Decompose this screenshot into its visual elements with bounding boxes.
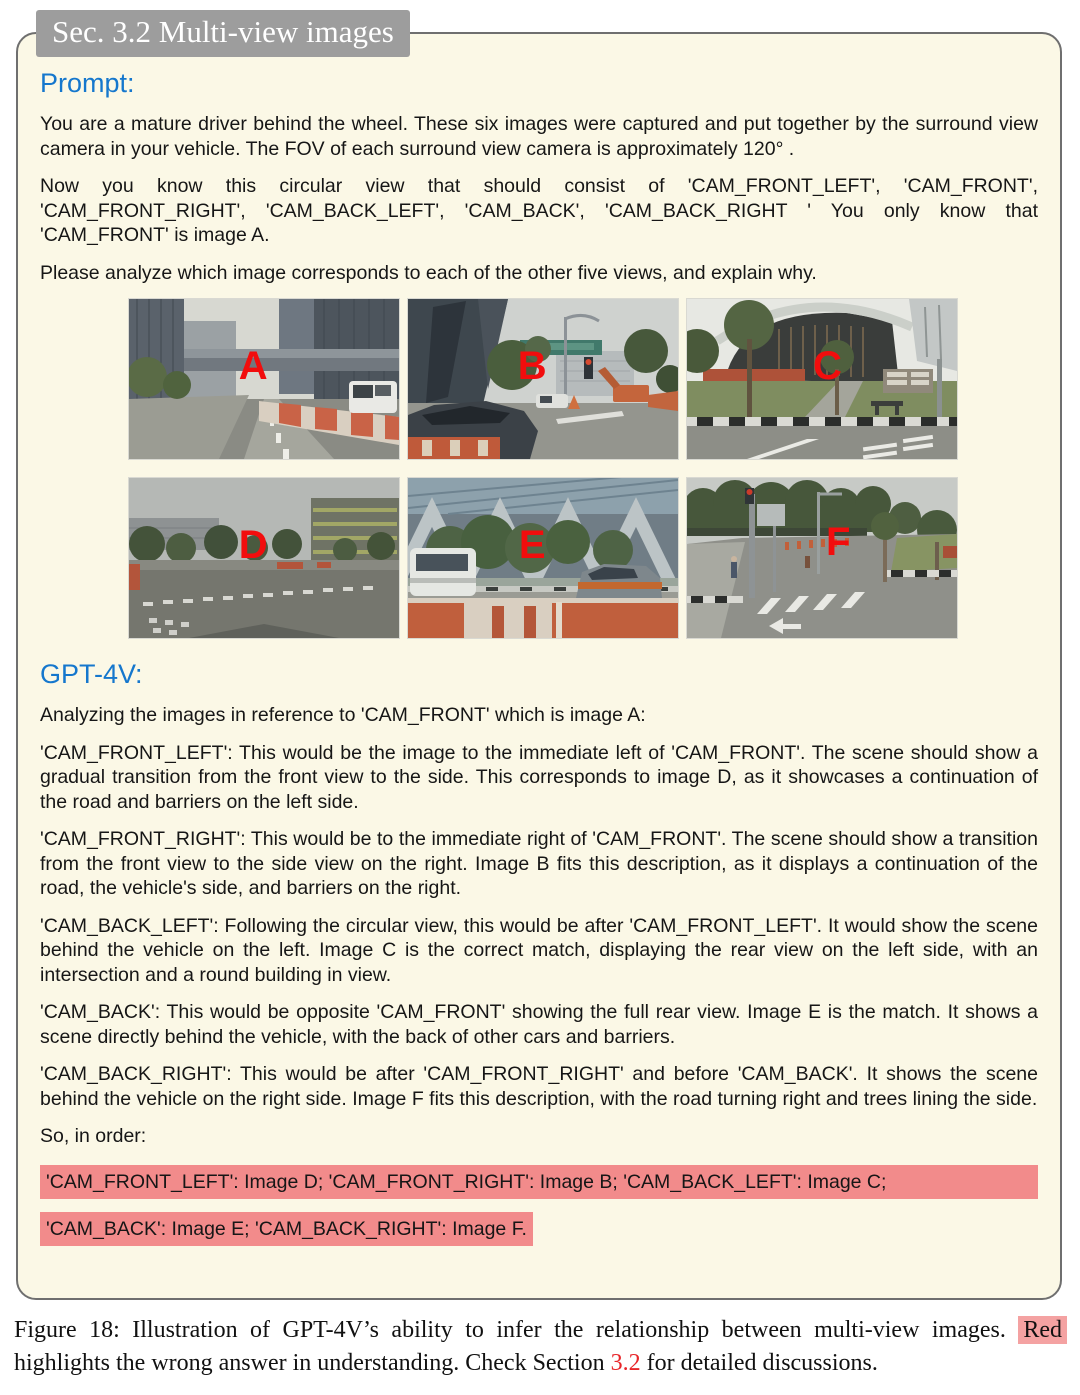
camera-image-f — [686, 477, 958, 639]
gpt4v-label: GPT-4V: — [40, 659, 143, 689]
response-paragraph: Analyzing the images in reference to 'CAM_FRONT' which is image A: — [40, 704, 646, 726]
section-tag: Sec. 3.2 Multi-view images — [36, 10, 410, 57]
answer-highlight-line-1: 'CAM_FRONT_LEFT': Image D; 'CAM_FRONT_RIGHT': Image B; 'CAM_BACK_LEFT': Image C; — [40, 1165, 1038, 1199]
camera-image-b — [407, 298, 679, 460]
camera-image-a — [128, 298, 400, 460]
prompt-paragraph: Now you know this circular view that should consist of 'CAM_FRONT_LEFT', 'CAM_FRONT', 'CAM_FRONT_RIGHT', 'CAM_BACK_LEFT', 'CAM_BACK', 'CAM_BACK_RIGHT ' You only know that 'CAM_FRONT' is image A. — [40, 175, 1038, 246]
caption-red-highlight: Red — [1018, 1316, 1067, 1344]
answer-highlight-line-2: 'CAM_BACK': Image E; 'CAM_BACK_RIGHT': Image F. — [40, 1212, 533, 1246]
camera-image-d — [128, 477, 400, 639]
camera-image-e — [407, 477, 679, 639]
image-letter-label: C — [812, 344, 842, 389]
caption-text-middle: highlights the wrong answer in understanding. Check Section — [14, 1350, 611, 1376]
panel-content — [18, 34, 1060, 1246]
image-letter-label: F — [825, 520, 851, 564]
camera-image-grid — [128, 298, 956, 639]
prompt-paragraph: You are a mature driver behind the wheel. These six images were captured and put together by the surround view camera in your vehicle. The FOV of each surround view camera is approximately 120° . — [40, 113, 1038, 160]
image-letter-label: D — [238, 523, 268, 568]
response-paragraph: 'CAM_FRONT_RIGHT': This would be to the immediate right of 'CAM_FRONT'. The scene should show a transition from the front view to the side view on the right. Image B fits this description, as it displays a continuation of the road, the vehicle's side, and barriers on the right. — [40, 828, 1038, 899]
image-letter-label: A — [238, 344, 268, 389]
response-paragraph: 'CAM_FRONT_LEFT': This would be the image to the immediate left of 'CAM_FRONT'. The scene should show a gradual transition from the front view to the side. This corresponds to image D, as it showcases a continuation of the road and barriers on the left side. — [40, 741, 1038, 813]
caption-text-prefix: Figure 18: Illustration of GPT-4V’s ability to infer the relationship between multi-view images. — [14, 1317, 1019, 1343]
street-scene-back-right-illustration — [687, 478, 957, 638]
response-paragraph: So, in order: — [40, 1125, 147, 1147]
image-letter-label: E — [518, 523, 546, 568]
response-paragraph: 'CAM_BACK_LEFT': Following the circular view, this would be after 'CAM_FRONT_LEFT'. It would show the scene behind the vehicle on the left. Image C is the correct match, displaying the rear view on the left side, with an intersection and a round building in view. — [40, 914, 1038, 986]
figure-caption — [14, 1314, 1067, 1380]
response-paragraph: 'CAM_BACK_RIGHT': This would be after 'CAM_FRONT_RIGHT' and before 'CAM_BACK'. It shows the scene behind the vehicle on the right side. Image F fits this description, with the road turning right and trees lining the side. — [40, 1063, 1038, 1110]
answer-highlight-line-2-wrap — [40, 1212, 1038, 1246]
prompt-label: Prompt: — [40, 68, 135, 98]
image-letter-label: B — [517, 344, 547, 389]
caption-text-suffix: for detailed discussions. — [640, 1350, 878, 1376]
response-paragraph: 'CAM_BACK': This would be opposite 'CAM_FRONT' showing the full rear view. Image E is the match. It shows a scene directly behind the vehicle, with the back of other cars and barriers. — [40, 1001, 1038, 1048]
section-3-2-link[interactable]: 3.2 — [610, 1350, 641, 1376]
figure-panel — [16, 14, 1062, 1300]
prompt-paragraph: Please analyze which image corresponds to each of the other five views, and explain why. — [40, 261, 817, 284]
camera-image-c — [686, 298, 958, 460]
